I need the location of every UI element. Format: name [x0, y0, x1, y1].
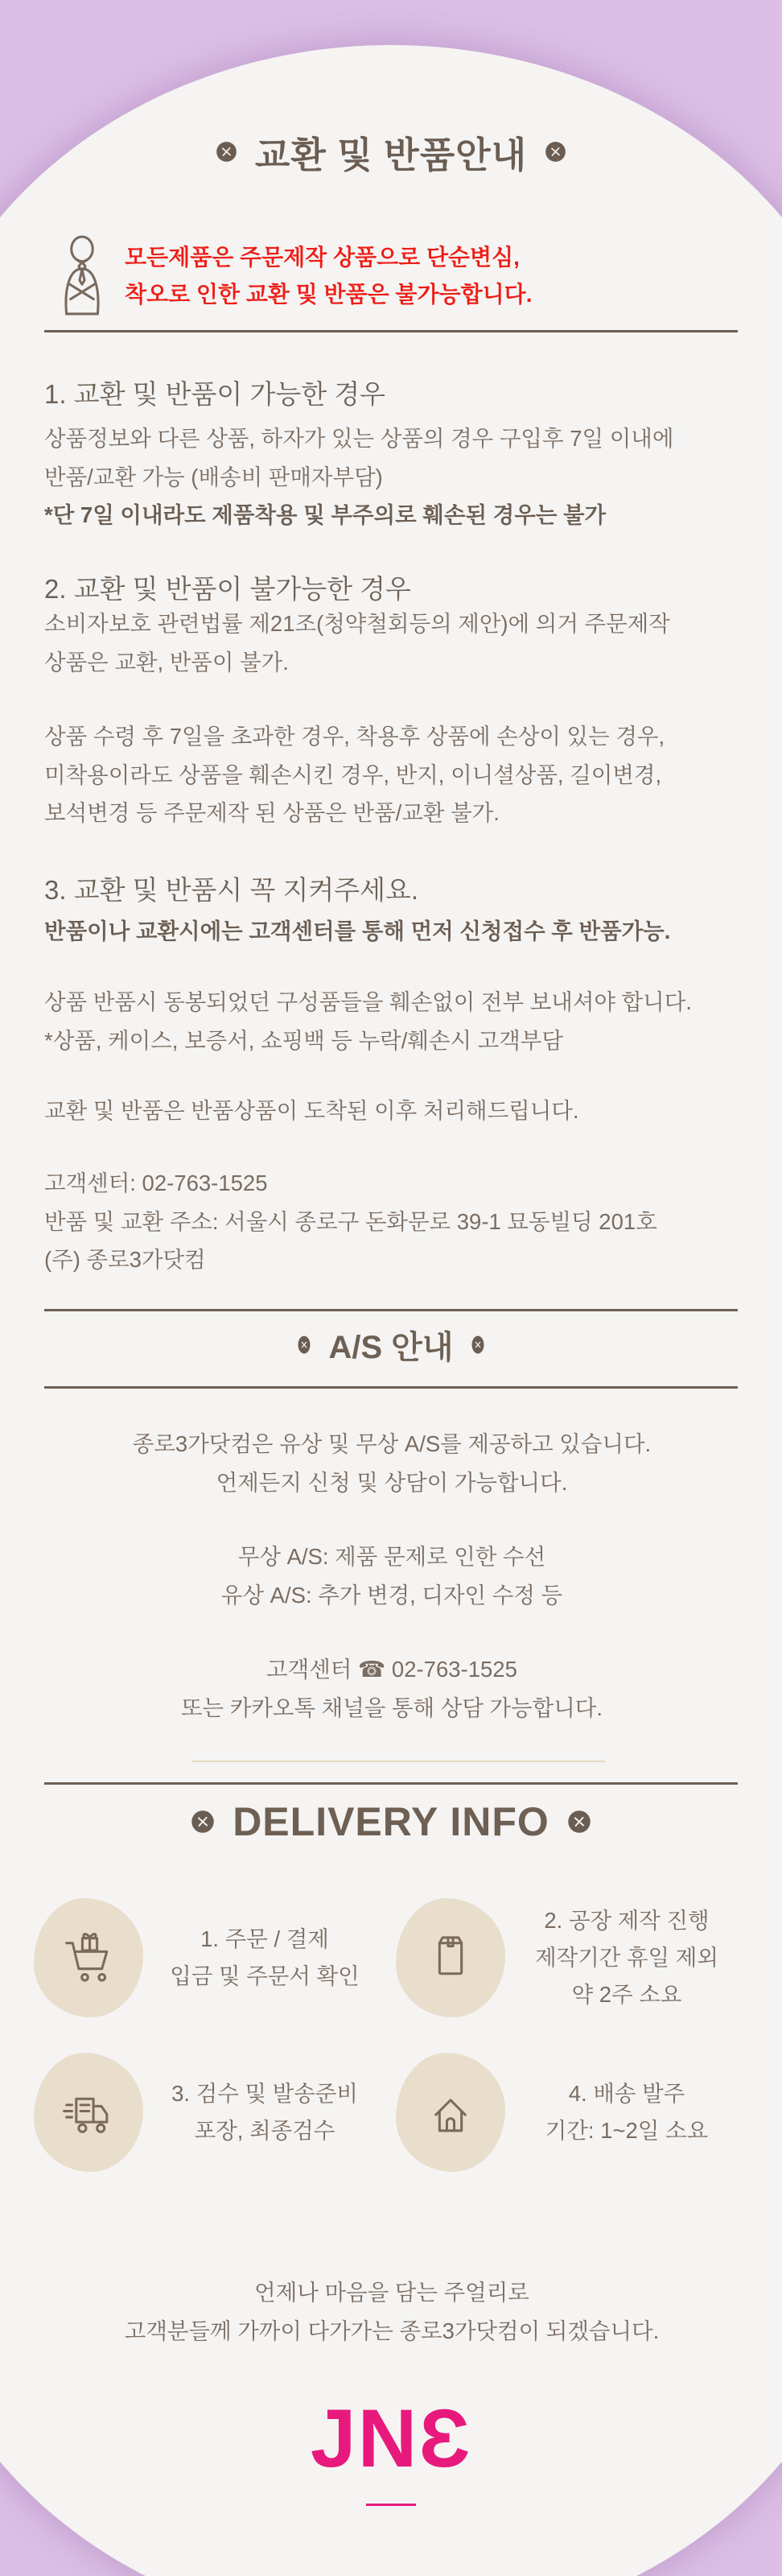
section3-paragraph1 [44, 983, 739, 1059]
button-bead-icon [216, 141, 237, 163]
delivery-step-3 [34, 2053, 386, 2172]
text-line: 종로3가닷컴은 유상 및 무상 A/S를 제공하고 있습니다. [132, 1431, 652, 1456]
delivery-title-text: DELIVERY INFO [233, 1799, 549, 1844]
delivery-step-text [143, 1921, 386, 1995]
button-bead-icon [298, 1335, 311, 1354]
delivery-step-1 [34, 1898, 386, 2017]
text-line: 상품 수령 후 7일을 초과한 경우, 착용후 상품에 손상이 있는 경우, [44, 724, 665, 749]
icon-blob [34, 2053, 143, 2172]
page-title [0, 126, 782, 178]
button-bead-icon [545, 141, 566, 163]
text-line: 약 2주 소요 [571, 1982, 682, 2007]
text-line: *단 7일 이내라도 제품착용 및 부주의로 훼손된 경우는 불가 [44, 502, 607, 527]
section-divider [44, 1309, 738, 1311]
text-line: 2. 공장 제작 진행 [544, 1908, 710, 1933]
text-line: 소비자보호 관련법률 제21조(청약철회등의 제안)에 의거 주문제작 [44, 611, 670, 636]
section2-paragraph2 [44, 717, 739, 832]
as-title-text: A/S 안내 [328, 1330, 454, 1365]
as-kakao-line: 또는 카카오톡 채널을 통해 상담 가능합니다. [180, 1695, 603, 1720]
house-icon [420, 2082, 481, 2143]
section2-heading: 2. 교환 및 반품이 불가능한 경우 [44, 574, 411, 604]
as-intro [44, 1425, 739, 1501]
text-line: 1. 주문 / 결제 [200, 1926, 329, 1951]
footer-message [44, 2273, 739, 2350]
text-line: *상품, 케이스, 보증서, 쇼핑백 등 누락/훼손시 고객부담 [44, 1027, 563, 1053]
text-line: 제작기간 휴일 제외 [535, 1945, 718, 1970]
text-line: 언제나 마음을 담는 주얼리로 [254, 2280, 529, 2305]
warning-banner [60, 235, 533, 317]
section-divider [44, 330, 738, 332]
text-line: 3. 검수 및 발송준비 [171, 2081, 358, 2106]
contact-info [44, 1164, 739, 1279]
text-line: 상품은 교환, 반품이 불가. [44, 649, 289, 675]
section1-body [44, 419, 739, 535]
page-title-text: 교환 및 반품안내 [254, 134, 528, 175]
as-contact [44, 1650, 739, 1727]
icon-blob [34, 1898, 143, 2017]
text-line: 언제든지 신청 및 상담이 가능합니다. [216, 1469, 568, 1495]
brand-logo-text: JNƐ [310, 2392, 472, 2484]
section3-emphasis: 반품이나 교환시에는 고객센터를 통해 먼저 신청접수 후 반품가능. [44, 919, 671, 943]
icon-blob [396, 2053, 505, 2172]
return-address: 반품 및 교환 주소: 서울시 종로구 돈화문로 39-1 묘동빌딩 201호 [44, 1208, 657, 1234]
paid-as-line: 유상 A/S: 추가 변경, 디자인 수정 등 [220, 1582, 563, 1608]
button-bead-icon [471, 1335, 484, 1354]
text-line: 포장, 최종검수 [194, 2118, 335, 2143]
text-line: 미착용이라도 상품을 훼손시킨 경우, 반지, 이니셜상품, 길이변경, [44, 762, 662, 787]
text-line: 반품/교환 가능 (배송비 판매자부담) [44, 464, 383, 489]
delivery-section-title [0, 1798, 782, 1845]
logo-underline [366, 2504, 416, 2506]
button-bead-icon [567, 1810, 591, 1834]
company-name: (주) 종로3가닷컴 [44, 1247, 206, 1272]
section-divider [44, 1782, 738, 1785]
as-phone-line: 고객센터 ☎ 02-763-1525 [266, 1657, 517, 1682]
delivery-step-text [505, 1902, 748, 2013]
delivery-steps [34, 1898, 748, 2172]
text-line: 기간: 1~2일 소요 [545, 2118, 709, 2143]
text-line: 고객분들께 가까이 다가가는 종로3가닷컴이 되겠습니다. [124, 2318, 660, 2343]
delivery-step-text [505, 2075, 748, 2149]
as-section-title [0, 1322, 782, 1368]
delivery-step-text [143, 2075, 386, 2149]
text-line: 보석변경 등 주문제작 된 상품은 반품/교환 불가. [44, 800, 500, 825]
light-divider [191, 1761, 605, 1762]
text-line: 상품정보와 다른 상품, 하자가 있는 상품의 경우 구입후 7일 이내에 [44, 426, 674, 451]
warning-text [125, 239, 533, 313]
button-bead-icon [191, 1810, 215, 1834]
section2-body [44, 605, 739, 681]
text-line: 착오로 인한 교환 및 반품은 불가능합니다. [125, 282, 533, 307]
customer-service-person-icon [60, 235, 104, 317]
text-line: 상품 반품시 동봉되었던 구성품들을 훼손없이 전부 보내셔야 합니다. [44, 989, 692, 1014]
text-line: 모든제품은 주문제작 상품으로 단순변심, [125, 245, 520, 270]
free-as-line: 무상 A/S: 제품 문제로 인한 수선 [237, 1544, 546, 1569]
customer-center-phone: 고객센터: 02-763-1525 [44, 1170, 268, 1195]
as-types [44, 1538, 739, 1614]
icon-blob [396, 1898, 505, 2017]
section3-paragraph2: 교환 및 반품은 반품상품이 도착된 이후 처리해드립니다. [44, 1098, 579, 1123]
delivery-step-4 [396, 2053, 748, 2172]
brand-logo [0, 2392, 782, 2506]
delivery-step-2 [396, 1898, 748, 2017]
text-line: 4. 배송 발주 [568, 2081, 685, 2106]
package-icon [420, 1927, 481, 1988]
section3-heading: 3. 교환 및 반품시 꼭 지켜주세요. [44, 875, 419, 905]
cart-icon [58, 1927, 119, 1988]
section-divider [44, 1386, 738, 1389]
section1-heading: 1. 교환 및 반품이 가능한 경우 [44, 379, 386, 409]
truck-icon [58, 2082, 119, 2143]
text-line: 입금 및 주문서 확인 [170, 1963, 360, 1988]
